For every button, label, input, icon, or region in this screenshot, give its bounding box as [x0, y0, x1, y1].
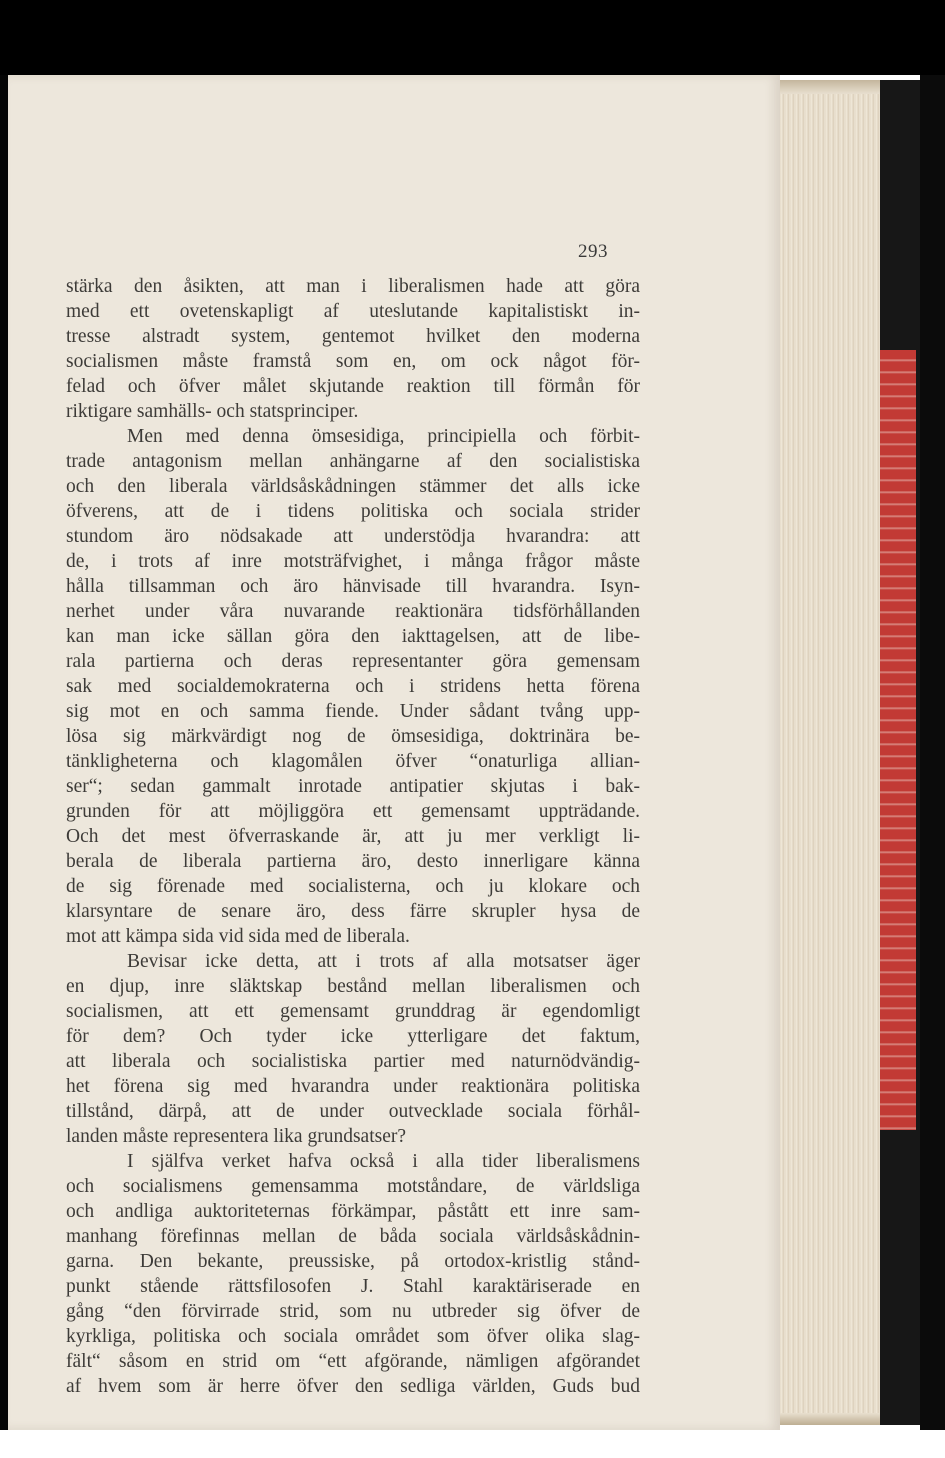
text-line: nerhet under våra nuvarande reaktionära tidsförhållanden [66, 601, 640, 622]
text-line: sak med socialdemokraterna och i stridens hetta förena [66, 676, 640, 697]
text-line: punkt stående rättsfilosofen J. Stahl karaktäriserade en [66, 1276, 640, 1297]
text-line: och den liberala världsåskådningen stämmer det alls icke [66, 476, 640, 497]
text-line: att liberala och socialistiska partier med naturnödvändig- [66, 1051, 640, 1072]
text-line: lösa sig märkvärdigt nog de ömsesidiga, doktrinära be- [66, 726, 640, 747]
text-line: tänkligheterna och klagomålen öfver “onaturliga allian- [66, 751, 640, 772]
page-number: 293 [578, 241, 608, 262]
text-line: och socialismens gemensamma motståndare, de världsliga [66, 1176, 640, 1197]
text-line: för dem? Och tyder icke ytterligare det faktum, [66, 1026, 640, 1047]
text-line: kyrkliga, politiska och sociala området som öfver olika slag- [66, 1326, 640, 1347]
scan-background-left [0, 75, 8, 1458]
text-line: I själfva verket hafva också i alla tider liberalismens [127, 1151, 640, 1172]
text-line: en djup, inre släktskap bestånd mellan liberalismen och [66, 976, 640, 997]
scan-background-top [0, 0, 945, 75]
text-line: ser“; sedan gammalt inrotade antipatier skjutas i bak- [66, 776, 640, 797]
text-line: tresse alstradt system, gentemot hvilket den moderna [66, 326, 640, 347]
text-line: rala partierna och deras representanter göra gemensam [66, 651, 640, 672]
text-line: sig mot en och samma fiende. Under sådant tvång upp- [66, 701, 640, 722]
text-line: och andliga auktoriteternas förkämpar, påstått ett inre sam- [66, 1201, 640, 1222]
text-line: klarsyntare de senare äro, dess färre skrupler hysa de [66, 901, 640, 922]
text-line: öfverens, att de i tidens politiska och sociala strider [66, 501, 640, 522]
text-line: med ett ovetenskapligt af uteslutande kapitalistiskt in- [66, 301, 640, 322]
paper-page [8, 75, 780, 1430]
page-edges [780, 80, 880, 1425]
text-line: manhang förefinnas mellan de båda sociala världsåskådnin- [66, 1226, 640, 1247]
text-line: tillstånd, därpå, att de under outvecklade sociala förhål- [66, 1101, 640, 1122]
text-line: fält“ såsom en strid om “ett afgörande, nämligen afgörandet [66, 1351, 640, 1372]
text-line: Och det mest öfverraskande är, att ju mer verkligt li- [66, 826, 640, 847]
text-line: garna. Den bekante, preussiske, på ortodox-kristlig stånd- [66, 1251, 640, 1272]
text-line: Bevisar icke detta, att i trots af alla motsatser äger [127, 951, 640, 972]
text-line: hålla tillsamman och äro hänvisade till hvarandra. Isyn- [66, 576, 640, 597]
scan-background-bottom [0, 1430, 945, 1458]
text-line: mot att kämpa sida vid sida med de liberala. [66, 926, 410, 947]
spine-red-label [880, 350, 916, 1130]
text-line: grunden för att möjliggöra ett gemensamt uppträdande. [66, 801, 640, 822]
text-line: trade antagonism mellan anhängarne af den socialistiska [66, 451, 640, 472]
text-line: het förena sig med hvarandra under reaktionära politiska [66, 1076, 640, 1097]
text-line: berala de liberala partierna äro, desto innerligare känna [66, 851, 640, 872]
text-line: riktigare samhälls- och statsprinciper. [66, 401, 359, 422]
text-line: Men med denna ömsesidiga, principiella och förbit- [127, 426, 640, 447]
scan-background-right [920, 75, 945, 1458]
text-line: stärka den åsikten, att man i liberalismen hade att göra [66, 276, 640, 297]
text-line: de sig förenade med socialisterna, och ju klokare och [66, 876, 640, 897]
text-line: felad och öfver målet skjutande reaktion till förmån för [66, 376, 640, 397]
text-line: af hvem som är herre öfver den sedliga världen, Guds bud [66, 1376, 640, 1397]
text-line: socialismen måste framstå som en, om ock något för- [66, 351, 640, 372]
text-line: landen måste representera lika grundsatser? [66, 1126, 407, 1147]
text-line: kan man icke sällan göra den iakttagelsen, att de libe- [66, 626, 640, 647]
text-line: socialismen, att ett gemensamt grunddrag är egendomligt [66, 1001, 640, 1022]
text-line: de, i trots af inre motsträfvighet, i många frågor måste [66, 551, 640, 572]
text-line: stundom äro nödsakade att understödja hvarandra: att [66, 526, 640, 547]
text-line: gång “den förvirrade strid, som nu utbreder sig öfver de [66, 1301, 640, 1322]
